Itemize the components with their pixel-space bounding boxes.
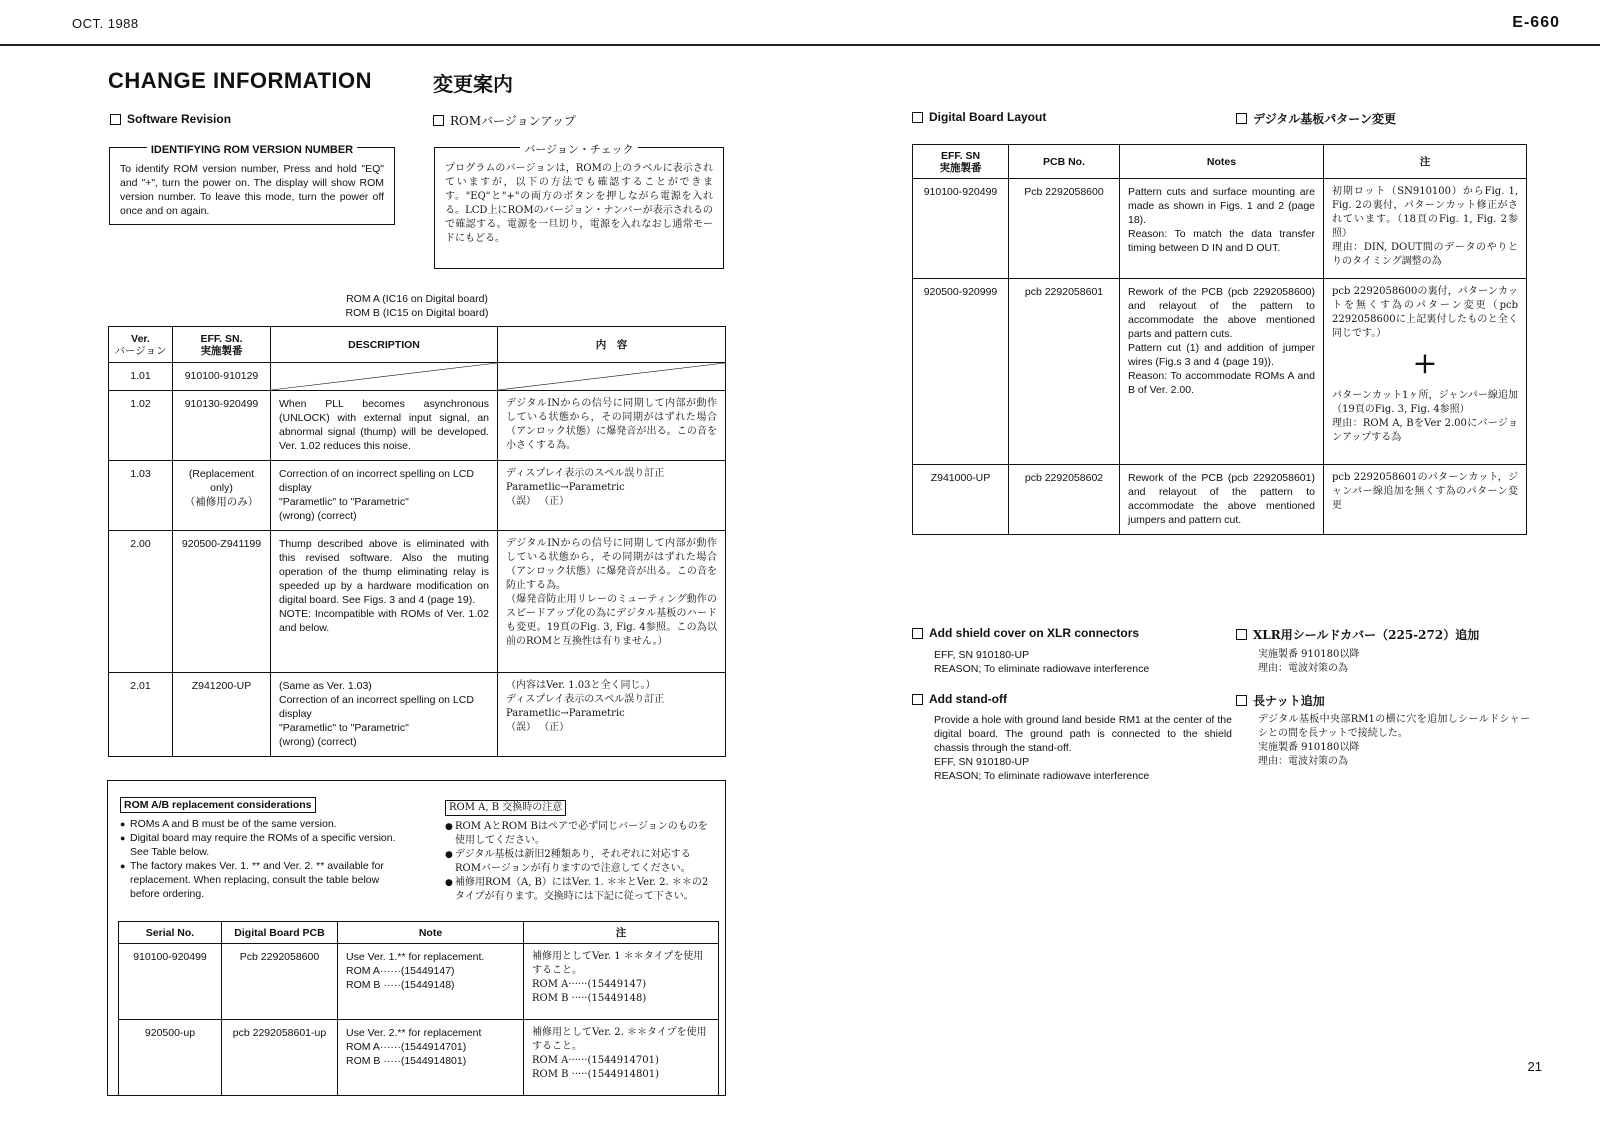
jp-cell-text-2: パターンカット1ヶ所，ジャンパー線追加（19頁のFig. 3, Fig. 4参照） 理由：ROM A, BをVer 2.00にバージョンアップする為 — [1332, 390, 1518, 443]
shield-cover-label: Add shield cover on XLR connectors — [929, 626, 1140, 640]
software-revision-label-jp: ROMバージョンアップ — [450, 114, 576, 128]
pcb-cell: pcb 2292058601 — [1009, 279, 1120, 465]
empty-slash-cell — [271, 363, 498, 391]
considerations-title-jp: ROM A, B 交換時の注意 — [445, 800, 566, 816]
jp-cell: （内容はVer. 1.03と全く同じ。） ディスプレイ表示のスペル誤り訂正 Parametlic→Parametric （誤） （正） — [498, 673, 726, 757]
software-revision-heading-jp — [433, 112, 576, 129]
col-notes: Notes — [1120, 145, 1324, 179]
jp-cell: デジタルINからの信号に同期して内部が動作している状態から，その同期がはずれた場合（アンロック状態）に爆発音が出る。この音を防止する為。 （爆発音防止用リレーのミューティング動作のスピードアップ化の為にデジタル基板のハードも変更。19頁のFig. 3, Fig. 4参照。この為以前のROMと互換性は有りません。） — [498, 531, 726, 673]
page-title: CHANGE INFORMATION — [108, 68, 373, 93]
col-jp-note: 注 — [524, 922, 719, 944]
list-item: ● ROMs A and B must be of the same version. — [120, 817, 410, 831]
software-revision-label: Software Revision — [127, 112, 232, 126]
considerations-jp — [445, 795, 715, 904]
jp-cell: ディスプレイ表示のスペル誤り訂正 Parametlic→Parametric （誤） （正） — [498, 461, 726, 531]
note-cell: Use Ver. 1.** for replacement. ROM A······(15449147) ROM B ·····(15449148) — [338, 944, 524, 1020]
version-check-box — [434, 143, 724, 269]
table-row — [109, 531, 726, 673]
jp-cell: デジタルINからの信号に同期して内部が動作している状態から，その同期がはずれた場合（アンロック状態）に爆発音が出る。この音を小さくする為。 — [498, 391, 726, 461]
digital-board-label: Digital Board Layout — [929, 110, 1047, 124]
desc-cell: (Same as Ver. 1.03) Correction of an incorrect spelling on LCD display "Parametlic" to "Parametric" (wrong) (correct) — [271, 673, 498, 757]
ver-cell: 1.03 — [109, 461, 173, 531]
digital-board-table-header — [913, 145, 1527, 179]
jp-note-cell: 補修用としてVer. 2. ＊＊タイプを使用すること。 ROM A······(1544914701) ROM B ·····(1544914801) — [524, 1020, 719, 1096]
sn-cell: 910100-920499 — [913, 179, 1009, 279]
table-row — [109, 363, 726, 391]
col-ver: Ver. バージョン — [109, 327, 173, 363]
rom-version-box — [109, 144, 395, 225]
digital-board-heading — [912, 110, 1046, 124]
list-item: ● デジタル基板は新旧2種類あり，それぞれに対応するROMバージョンが有りますので注意してください。 — [445, 848, 715, 876]
list-item: ● The factory makes Ver. 1. ** and Ver. 2. ** available for replacement. When replacing, consult the table below before ordering. — [120, 859, 410, 901]
ver-cell: 2.00 — [109, 531, 173, 673]
digital-board-heading-jp — [1236, 110, 1396, 127]
digital-board-label-jp: デジタル基板パターン変更 — [1253, 112, 1397, 126]
version-check-box-title: バージョン・チェック — [520, 143, 637, 156]
table-row — [913, 179, 1527, 279]
sn-cell: Z941200-UP — [173, 673, 271, 757]
checkbox-icon — [1236, 695, 1247, 706]
considerations-en — [120, 795, 410, 901]
checkbox-icon — [912, 694, 923, 705]
checkbox-icon — [433, 115, 444, 126]
considerations-list-jp — [445, 820, 715, 904]
digital-board-table — [912, 144, 1527, 535]
sn-cell: 920500-Z941199 — [173, 531, 271, 673]
sn-cell: 920500-920999 — [913, 279, 1009, 465]
checkbox-icon — [1236, 113, 1247, 124]
ver-cell: 2.01 — [109, 673, 173, 757]
list-item: ● Digital board may require the ROMs of a specific version. See Table below. — [120, 831, 410, 859]
stand-off-heading — [912, 692, 1007, 706]
rom-version-table — [108, 326, 726, 757]
rom-caption — [109, 292, 725, 320]
shield-cover-heading — [912, 626, 1139, 640]
ver-cell: 1.02 — [109, 391, 173, 461]
stand-off-text-jp: デジタル基板中央部RM1の横に穴を追加しシールドシャーシとの間を長ナットで接続した。 実施製番 910180以降 理由：電波対策の為 — [1258, 714, 1530, 767]
empty-slash-cell — [498, 363, 726, 391]
sn-cell: Z941000-UP — [913, 465, 1009, 535]
stand-off-reason: EFF, SN 910180-UP REASON; To eliminate radiowave interference — [934, 756, 1150, 782]
pcb-cell: pcb 2292058602 — [1009, 465, 1120, 535]
sn-cell: 910100-910129 — [173, 363, 271, 391]
shield-cover-heading-jp — [1236, 626, 1479, 643]
pcb-cell: Pcb 2292058600 — [222, 944, 338, 1020]
pcb-cell: pcb 2292058601-up — [222, 1020, 338, 1096]
rom-caption-line1: ROM A (IC16 on Digital board) — [346, 293, 488, 305]
jp-cell — [1324, 279, 1527, 465]
version-check-box-text: プログラムのバージョンは，ROMの上のラベルに表示されていますが，以下の方法でも確認することができます。"EQ"と"+"の両方のボタンを押しながら電源を入れる。LCD上にROMのバージョン・ナンバーが表示されるので確認する。電源を一旦切り，電源を入れなおし通常モードにもどる。 — [445, 163, 713, 244]
list-item: ● ROM AとROM Bはペアで必ず同じバージョンのものを使用してください。 — [445, 820, 715, 848]
list-item: ● 補修用ROM（A, B）にはVer. 1. ＊＊とVer. 2. ＊＊の2タイプが有ります。交換時には下記に従って下さい。 — [445, 876, 715, 904]
stand-off-label-jp: 長ナット追加 — [1253, 694, 1325, 708]
ver-cell: 1.01 — [109, 363, 173, 391]
notes-cell: Rework of the PCB (pcb 2292058601) and relayout of the pattern to accommodate the above mentioned jumpers and pattern cut. — [1120, 465, 1324, 535]
stand-off-label: Add stand-off — [929, 692, 1007, 706]
page-title-jp: 変更案内 — [433, 72, 513, 96]
jp-cell-text: pcb 2292058600の裏付，パターンカットを無くす為のパターン変更（pcb 2292058600に上記裏付したものと全く同じです。） — [1332, 286, 1518, 339]
notes-cell: Rework of the PCB (pcb 2292058600) and relayout of the pattern to accommodate the above mentioned parts and pattern cuts. Pattern cut (1) and addition of jumper wires (Fig.s 3 and 4 (page 19)). Reason: To accommodate ROMs A and B of Ver. 2.00. — [1120, 279, 1324, 465]
header-model: E-660 — [1512, 14, 1560, 31]
serial-cell: 910100-920499 — [119, 944, 222, 1020]
col-eff-sn: EFF. SN. 実施製番 — [173, 327, 271, 363]
checkbox-icon — [912, 112, 923, 123]
sn-cell: 910130-920499 — [173, 391, 271, 461]
jp-cell: 初期ロット（SN910100）からFig. 1, Fig. 2の裏付，パターンカット修正がされています。（18頁のFig. 1, Fig. 2参照） 理由：DIN, DOUT間のデータのやりとりのタイミング調整の為 — [1324, 179, 1527, 279]
considerations-list — [120, 817, 410, 901]
sn-cell: (Replacement only) （補修用のみ） — [173, 461, 271, 531]
plus-icon: + — [1412, 346, 1438, 381]
table-row — [913, 465, 1527, 535]
notes-cell: Pattern cuts and surface mounting are made as shown in Figs. 1 and 2 (page 18). Reason: To match the data transfer timing between D IN and D OUT. — [1120, 179, 1324, 279]
checkbox-icon — [912, 628, 923, 639]
serial-cell: 920500-up — [119, 1020, 222, 1096]
rom-replacement-considerations — [107, 780, 726, 1096]
stand-off-text — [934, 713, 1232, 783]
col-pcb: Digital Board PCB — [222, 922, 338, 944]
table-row — [119, 944, 719, 1020]
desc-cell: When PLL becomes asynchronous (UNLOCK) with external input signal, an abnormal signal (thump) will be developed. Ver. 1.02 reduces this noise. — [271, 391, 498, 461]
table-row — [109, 391, 726, 461]
rom-version-box-title: IDENTIFYING ROM VERSION NUMBER — [147, 144, 357, 156]
replacement-table — [118, 921, 719, 1096]
shield-cover-text: EFF, SN 910180-UP REASON; To eliminate radiowave interference — [934, 649, 1150, 675]
col-note: Note — [338, 922, 524, 944]
considerations-title: ROM A/B replacement considerations — [120, 797, 316, 813]
col-serial: Serial No. — [119, 922, 222, 944]
col-description: DESCRIPTION — [271, 327, 498, 363]
replacement-table-header — [119, 922, 719, 944]
col-jp: 内 容 — [498, 327, 726, 363]
checkbox-icon — [1236, 629, 1247, 640]
col-jp: 注 — [1324, 145, 1527, 179]
page-number: 21 — [1527, 1059, 1542, 1074]
desc-cell: Correction of on incorrect spelling on LCD display "Parametlic" to "Parametric" (wrong) (correct) — [271, 461, 498, 531]
rom-caption-line2: ROM B (IC15 on Digital board) — [345, 307, 489, 319]
table-row — [109, 461, 726, 531]
col-eff-sn: EFF. SN 実施製番 — [913, 145, 1009, 179]
table-row — [913, 279, 1527, 465]
col-pcb-no: PCB No. — [1009, 145, 1120, 179]
header-date: OCT. 1988 — [72, 16, 139, 31]
software-revision-heading — [110, 112, 231, 126]
checkbox-icon — [110, 114, 121, 125]
header-divider — [0, 44, 1600, 46]
shield-cover-text-jp: 実施製番 910180以降 理由：電波対策の為 — [1258, 649, 1360, 674]
jp-cell: pcb 2292058601のパターンカット，ジャンパー線追加を無くす為のパターン変更 — [1324, 465, 1527, 535]
table-row — [119, 1020, 719, 1096]
shield-cover-label-jp: XLR用シールドカバー（225-272）追加 — [1253, 628, 1480, 642]
table-row — [109, 673, 726, 757]
rom-table-header — [109, 327, 726, 363]
note-cell: Use Ver. 2.** for replacement ROM A······(1544914701) ROM B ·····(1544914801) — [338, 1020, 524, 1096]
rom-version-box-text: To identify ROM version number, Press and hold "EQ" and "+", turn the power on. The display will show ROM version number. To leave this mode, turn the power off once and on again. — [120, 163, 384, 217]
pcb-cell: Pcb 2292058600 — [1009, 179, 1120, 279]
stand-off-description: Provide a hole with ground land beside RM1 at the center of the digital board. The ground path is connected to the shield chassis through the stand-off. — [934, 714, 1232, 754]
stand-off-heading-jp — [1236, 692, 1325, 709]
jp-note-cell: 補修用としてVer. 1 ＊＊タイプを使用すること。 ROM A······(15449147) ROM B ·····(15449148) — [524, 944, 719, 1020]
desc-cell: Thump described above is eliminated with this revised software. Also the muting operation of the thump eliminating relay is speeded up by a hardware modification on digital board. See Figs. 3 and 4 (page 19). NOTE: Incompatible with ROMs of Ver. 1.02 and below. — [271, 531, 498, 673]
